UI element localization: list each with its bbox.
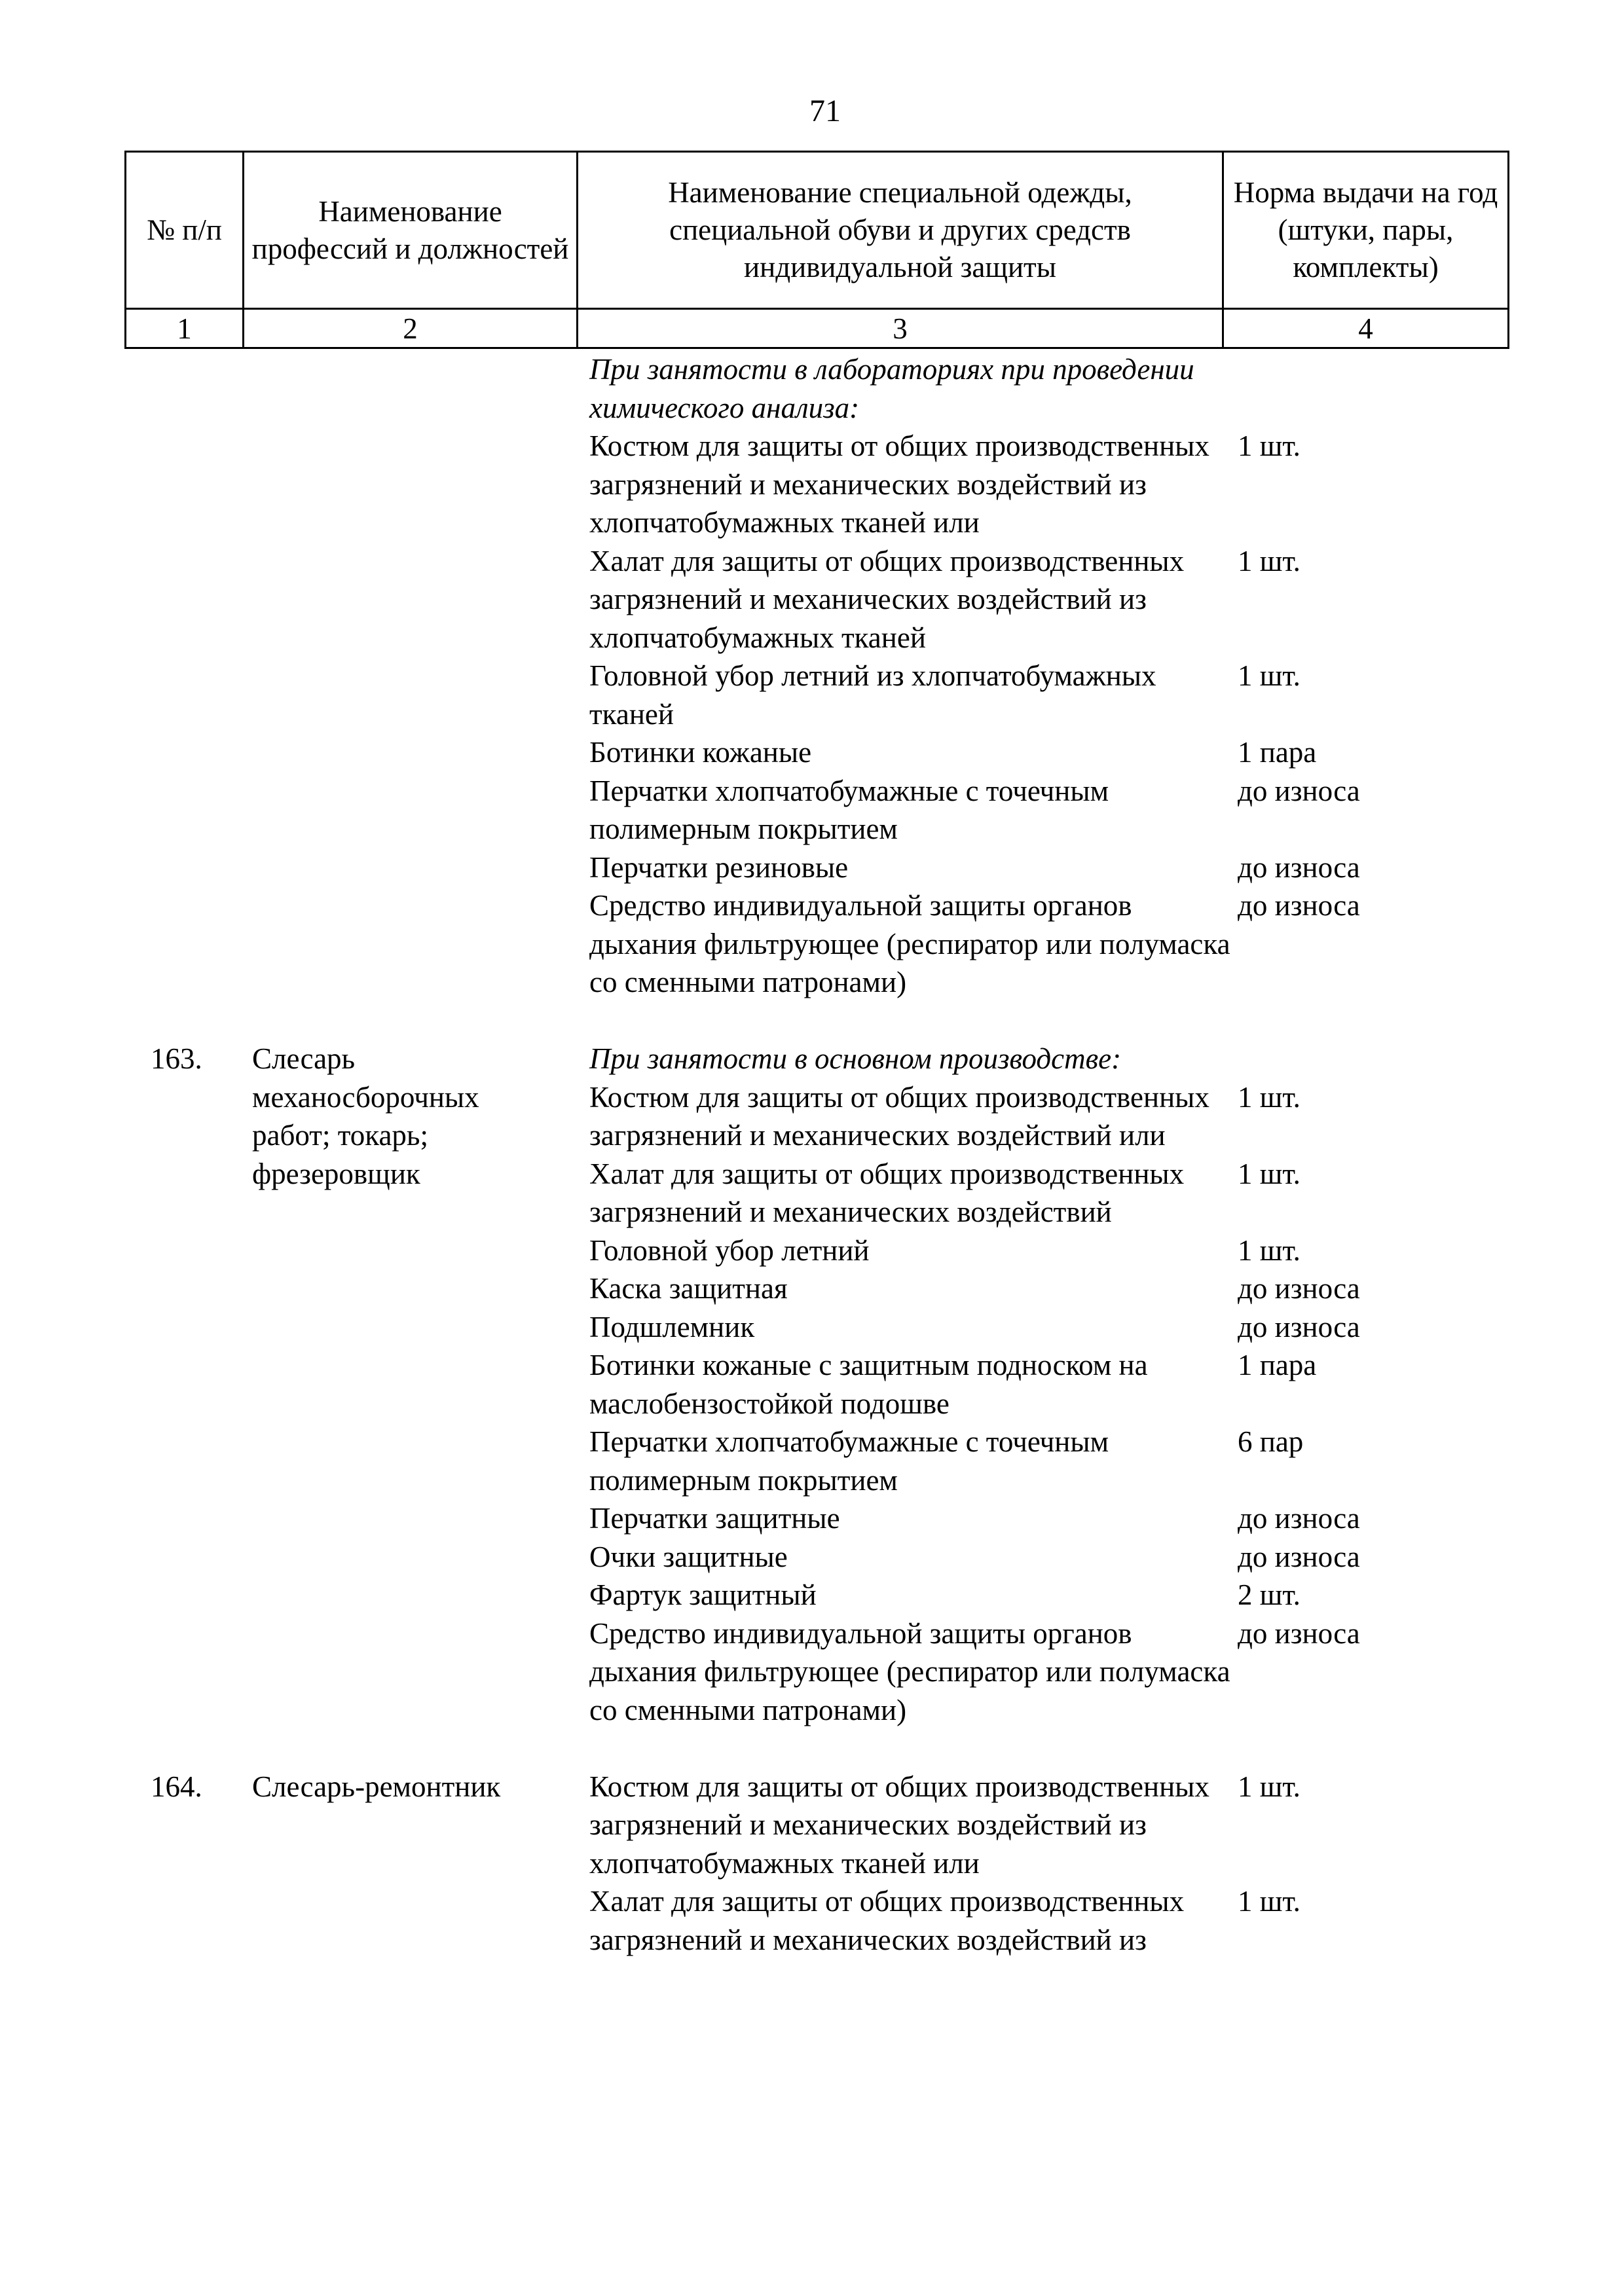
- item-name: Костюм для защиты от общих производственных загрязнений и механических воздействий или: [589, 1080, 1209, 1152]
- item-name: Средство индивидуальной защиты органов дыхания фильтрующее (респиратор или полумаска со сменными патронами): [589, 889, 1230, 998]
- item-norm: 1 шт.: [1238, 1157, 1301, 1190]
- item-name: Очки защитные: [589, 1540, 788, 1573]
- item-name: Халат для защиты от общих производственных загрязнений и механических воздействий: [589, 1157, 1185, 1228]
- item-name: Перчатки защитные: [589, 1502, 840, 1535]
- item-name: Головной убор летний из хлопчатобумажных тканей: [589, 659, 1156, 731]
- list-item: [589, 1882, 1507, 1959]
- header-number: № п/п: [126, 152, 244, 309]
- list-item: [589, 657, 1507, 733]
- item-norm: до износа: [1238, 1616, 1360, 1650]
- list-item: [589, 772, 1507, 848]
- entry-number: 163.: [151, 1042, 202, 1075]
- item-norm: 1 шт.: [1238, 1885, 1301, 1918]
- entry-163: [124, 1040, 1507, 1729]
- item-name: Перчатки хлопчатобумажные с точечным полимерным покрытием: [589, 1425, 1109, 1497]
- list-item: [589, 733, 1507, 772]
- item-norm: до износа: [1238, 1502, 1360, 1535]
- list-item: [589, 1155, 1507, 1231]
- item-norm: до износа: [1238, 850, 1360, 884]
- condition-heading: При занятости в лабораториях при проведении химического анализа:: [589, 353, 1194, 424]
- column-number-2: 2: [244, 309, 578, 348]
- list-item: [589, 427, 1507, 542]
- item-name: Ботинки кожаные с защитным подноском на маслобензостойкой подошве: [589, 1349, 1148, 1420]
- list-item: [589, 848, 1507, 887]
- item-name: Ботинки кожаные: [589, 736, 812, 769]
- list-item: [589, 1576, 1507, 1614]
- item-norm: 1 пара: [1238, 1349, 1317, 1381]
- condition-heading: При занятости в основном производстве:: [589, 1042, 1122, 1075]
- item-norm: 6 пар: [1238, 1425, 1304, 1458]
- list-item: [589, 1231, 1507, 1270]
- item-norm: до износа: [1238, 774, 1360, 807]
- entry-profession: Слесарь механосборочных работ; токарь; фрезеровщик: [252, 1042, 479, 1190]
- list-item: [589, 886, 1507, 1002]
- item-name: Перчатки хлопчатобумажные с точечным полимерным покрытием: [589, 774, 1109, 845]
- column-number-4: 4: [1223, 309, 1509, 348]
- item-norm: 1 шт.: [1238, 1770, 1301, 1803]
- header-issue-norm: Норма выдачи на год (штуки, пары, комплекты): [1223, 152, 1509, 309]
- item-name: Перчатки резиновые: [589, 850, 849, 884]
- item-norm: 1 шт.: [1238, 659, 1301, 692]
- item-norm: 1 шт.: [1238, 1080, 1301, 1114]
- item-name: Средство индивидуальной защиты органов дыхания фильтрующее (респиратор или полумаска со сменными патронами): [589, 1616, 1230, 1726]
- column-number-1: 1: [126, 309, 244, 348]
- item-norm: до износа: [1238, 1540, 1360, 1573]
- entry-items: [589, 350, 1507, 1002]
- entry-continuation: [124, 350, 1507, 1002]
- column-number-3: 3: [578, 309, 1223, 348]
- item-norm: до износа: [1238, 1272, 1360, 1305]
- item-norm: до износа: [1238, 889, 1360, 922]
- item-name: Подшлемник: [589, 1310, 755, 1343]
- entry-164: [124, 1768, 1507, 1959]
- item-name: Костюм для защиты от общих производственных загрязнений и механических воздействий из хлопчатобумажных тканей или: [589, 1770, 1209, 1880]
- item-norm: 1 пара: [1238, 736, 1317, 769]
- item-name: Головной убор летний: [589, 1233, 870, 1267]
- list-item: [589, 542, 1507, 657]
- entry-profession: Слесарь-ремонтник: [252, 1770, 501, 1803]
- list-item: [589, 1538, 1507, 1576]
- item-norm: 1 шт.: [1238, 1233, 1301, 1267]
- list-item: [589, 1423, 1507, 1499]
- table-body: [124, 350, 1507, 1959]
- list-item: [589, 1768, 1507, 1883]
- header-profession: Наименование профессий и должностей: [244, 152, 578, 309]
- item-norm: 1 шт.: [1238, 544, 1301, 577]
- list-item: [589, 1269, 1507, 1308]
- page-number: 71: [809, 94, 841, 128]
- item-norm: 2 шт.: [1238, 1578, 1301, 1611]
- entry-items: [589, 1768, 1507, 1959]
- item-name: Фартук защитный: [589, 1578, 817, 1611]
- table-header: [124, 151, 1509, 349]
- list-item: [589, 1499, 1507, 1538]
- list-item: [589, 1078, 1507, 1155]
- list-item: [589, 1346, 1507, 1423]
- item-name: Халат для защиты от общих производственных загрязнений и механических воздействий из хлопчатобумажных тканей: [589, 544, 1185, 654]
- entry-number: 164.: [151, 1770, 202, 1803]
- list-item: [589, 1308, 1507, 1347]
- item-norm: до износа: [1238, 1310, 1360, 1343]
- entry-items: [589, 1040, 1507, 1729]
- item-name: Халат для защиты от общих производственных загрязнений и механических воздействий из: [589, 1885, 1185, 1956]
- item-name: Костюм для защиты от общих производственных загрязнений и механических воздействий из хлопчатобумажных тканей или: [589, 429, 1209, 539]
- item-name: Каска защитная: [589, 1272, 788, 1305]
- header-protective-equipment: Наименование специальной одежды, специальной обуви и других средств индивидуальной защиты: [578, 152, 1223, 309]
- item-norm: 1 шт.: [1238, 429, 1301, 462]
- list-item: [589, 1614, 1507, 1730]
